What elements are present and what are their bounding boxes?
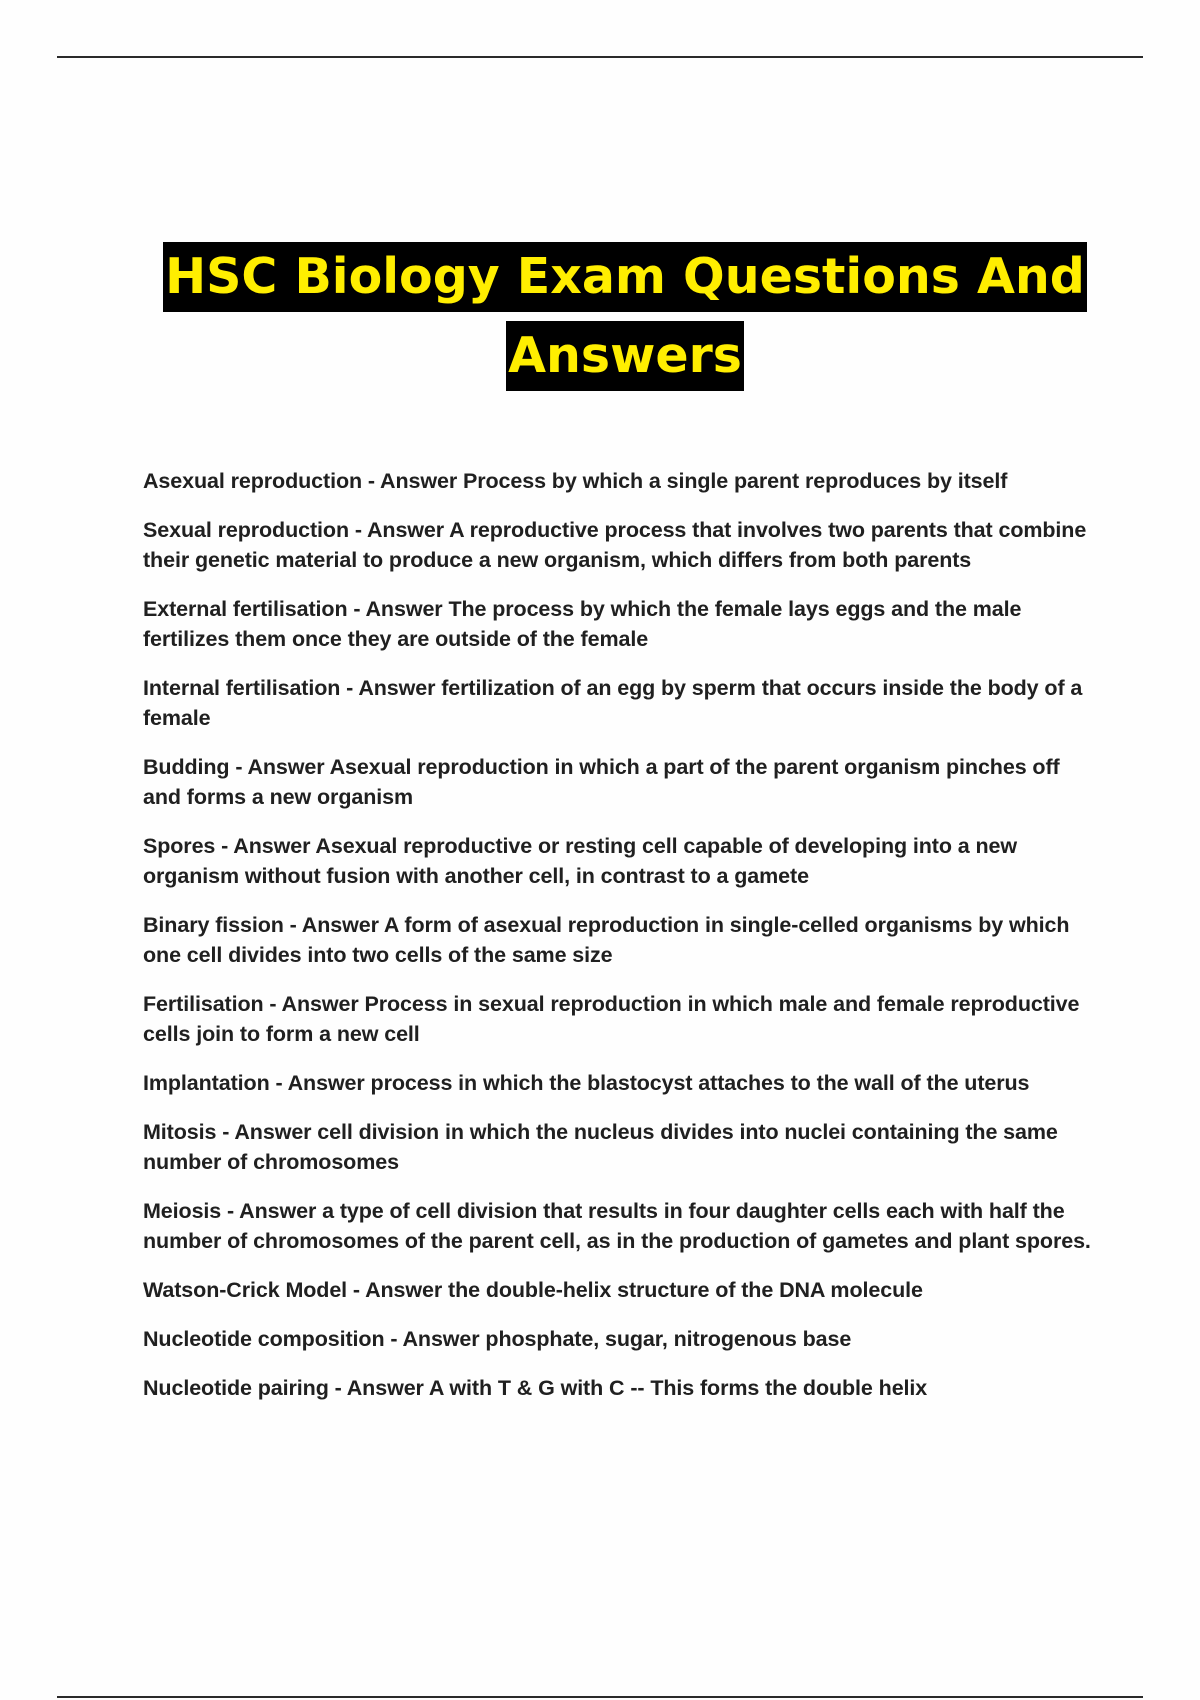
qa-list xyxy=(143,466,1093,1422)
top-rule xyxy=(57,56,1143,58)
qa-entry-mitosis: Mitosis - Answer cell division in which the nucleus divides into nuclei containing the same number of chromosomes xyxy=(143,1120,1058,1174)
qa-entry-spores: Spores - Answer Asexual reproductive or resting cell capable of developing into a new organism without fusion with another cell, in contrast to a gamete xyxy=(143,834,1018,888)
qa-entry-meiosis: Meiosis - Answer a type of cell division that results in four daughter cells each with half the number of chromosomes of the parent cell, as in the production of gametes and plant spores. xyxy=(143,1199,1091,1253)
qa-entry-nucleotide-composition: Nucleotide composition - Answer phosphate, sugar, nitrogenous base xyxy=(143,1327,852,1351)
qa-entry-external-fertilisation: External fertilisation - Answer The process by which the female lays eggs and the male fertilizes them once they are outside of the female xyxy=(143,597,1022,651)
qa-entry-binary-fission: Binary fission - Answer A form of asexual reproduction in single-celled organisms by which one cell divides into two cells of the same size xyxy=(143,913,1070,967)
qa-entry-sexual-reproduction: Sexual reproduction - Answer A reproductive process that involves two parents that combine their genetic material to produce a new organism, which differs from both parents xyxy=(143,518,1087,572)
title-line-1: HSC Biology Exam Questions And xyxy=(163,242,1087,312)
bottom-rule xyxy=(57,1696,1143,1698)
qa-entry-budding: Budding - Answer Asexual reproduction in which a part of the parent organism pinches off and forms a new organism xyxy=(143,755,1060,809)
title-line-2: Answers xyxy=(506,321,744,391)
qa-entry-asexual-reproduction: Asexual reproduction - Answer Process by which a single parent reproduces by itself xyxy=(143,469,1008,493)
document-title xyxy=(0,242,1200,391)
qa-entry-implantation: Implantation - Answer process in which the blastocyst attaches to the wall of the uterus xyxy=(143,1071,1030,1095)
qa-entry-watson-crick-model: Watson-Crick Model - Answer the double-helix structure of the DNA molecule xyxy=(143,1278,923,1302)
qa-entry-nucleotide-pairing: Nucleotide pairing - Answer A with T & G with C -- This forms the double helix xyxy=(143,1376,928,1400)
qa-entry-fertilisation: Fertilisation - Answer Process in sexual reproduction in which male and female reproductive cells join to form a new cell xyxy=(143,992,1080,1046)
qa-entry-internal-fertilisation: Internal fertilisation - Answer fertilization of an egg by sperm that occurs inside the body of a female xyxy=(143,676,1083,730)
